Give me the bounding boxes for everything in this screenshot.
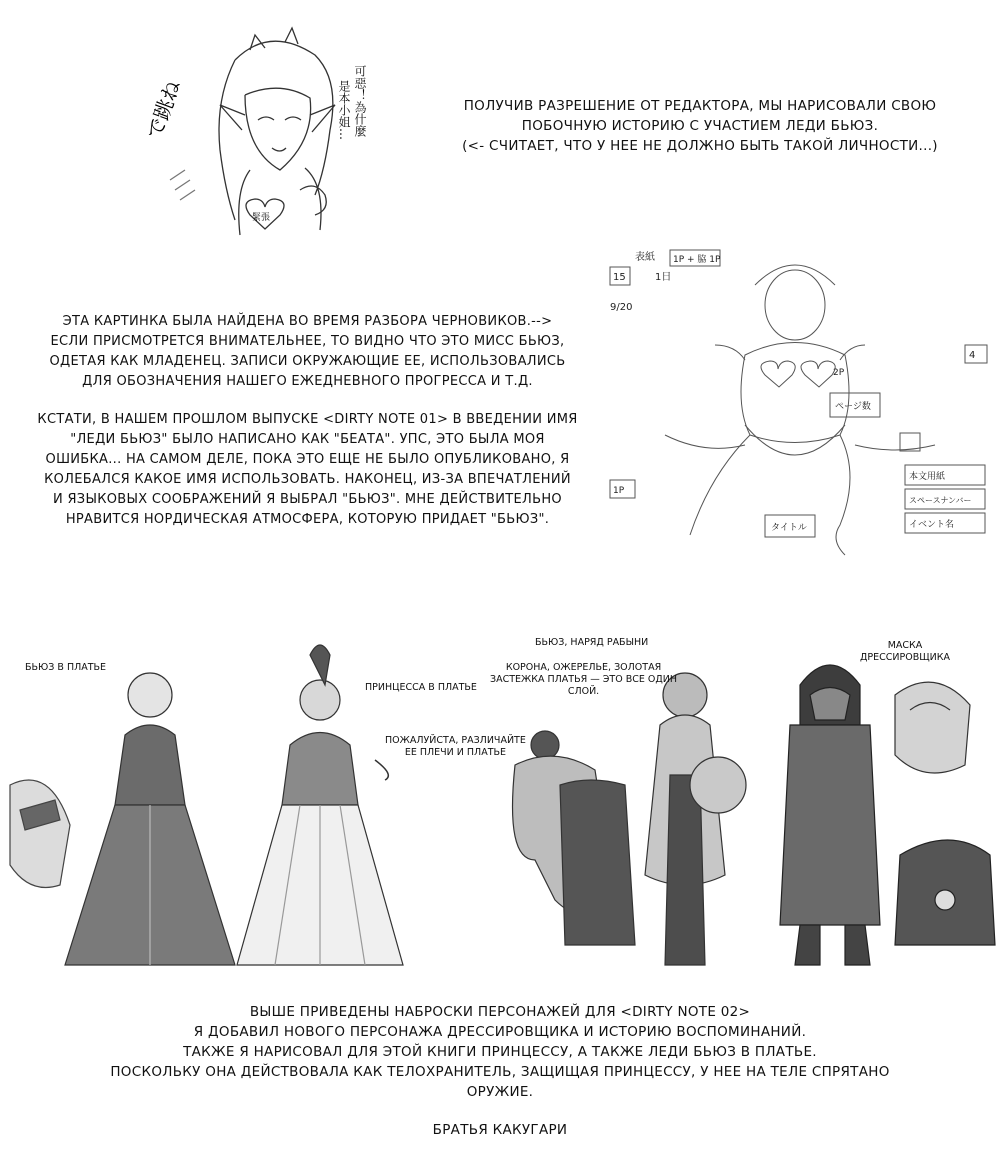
draft-line: ДЛЯ ОБОЗНАЧЕНИЯ НАШЕГО ЕЖЕДНЕВНОГО ПРОГРЕССА И Т.Д. (82, 374, 533, 389)
draft-line: "ЛЕДИ БЬЮЗ" БЫЛО НАПИСАНО КАК "БЕАТА". УПС, ЭТО БЫЛА МОЯ (70, 432, 545, 447)
draft-note: 9/20 (610, 302, 633, 313)
beuz-dress-figure (65, 673, 235, 965)
draft-note: 表紙 (635, 252, 655, 263)
label-beuz-slave: БЬЮЗ, НАРЯД РАБЫНИ (535, 637, 649, 648)
intro-line: ПОЛУЧИВ РАЗРЕШЕНИЕ ОТ РЕДАКТОРА, МЫ НАРИСОВАЛИ СВОЮ (463, 98, 937, 114)
note-line: КОРОНА, ОЖЕРЕЛЬЕ, ЗОЛОТАЯ (505, 662, 662, 673)
draft-line: ОШИБКА... НА САМОМ ДЕЛЕ, ПОКА ЭТО ЕЩЕ НЕ БЫЛО ОПУБЛИКОВАНО, Я (45, 452, 570, 467)
draft-note: イベント名 (909, 520, 955, 530)
intro-text (410, 96, 990, 156)
draft-note: ページ数 (835, 402, 871, 412)
label-trainer-mask (860, 640, 950, 664)
side-scribble: で跳ね (142, 77, 186, 142)
draft-note: 1日 (655, 272, 672, 283)
draft-line: И ЯЗЫКОВЫХ СООБРАЖЕНИЙ Я ВЫБРАЛ "БЬЮЗ". МНЕ ДЕЙСТВИТЕЛЬНО (53, 492, 562, 507)
arrow-icon (375, 760, 388, 780)
draft-note: 1P + 脇 1P (673, 255, 721, 265)
back-view-figure (513, 731, 636, 945)
chibi-sketch-drawing (140, 20, 400, 250)
label-crown-note (490, 662, 677, 698)
outro-line: ВЫШЕ ПРИВЕДЕНЫ НАБРОСКИ ПЕРСОНАЖЕЙ ДЛЯ <DIRTY NOTE 02> (249, 1004, 751, 1020)
outro-line: ТАКЖЕ Я НАРИСОВАЛ ДЛЯ ЭТОЙ КНИГИ ПРИНЦЕССУ, А ТАКЖЕ ЛЕДИ БЬЮЗ В ПЛАТЬЕ. (183, 1044, 817, 1060)
holster-sketch (10, 780, 70, 888)
draft-note: スペースナンバー (909, 496, 972, 505)
intro-line: ПОБОЧНУЮ ИСТОРИЮ С УЧАСТИЕМ ЛЕДИ БЬЮЗ. (521, 118, 879, 134)
draft-sketch-drawing (605, 245, 990, 570)
draft-sketch (605, 245, 990, 570)
signature: БРАТЬЯ КАКУГАРИ (432, 1122, 568, 1138)
label-beuz-dress: БЬЮЗ В ПЛАТЬЕ (25, 662, 107, 673)
draft-line: ЭТА КАРТИНКА БЫЛА НАЙДЕНА ВО ВРЕМЯ РАЗБОРА ЧЕРНОВИКОВ.--> (62, 314, 553, 329)
note-line: ПОЖАЛУЙСТА, РАЗЛИЧАЙТЕ (385, 735, 526, 746)
mask-sketch (895, 682, 970, 773)
collar-sketch (895, 840, 995, 945)
vertical-text-2: 是本小姐… (337, 80, 351, 140)
chibi-sketch (140, 20, 400, 250)
note-line: ДРЕССИРОВЩИКА (860, 652, 950, 663)
outro-text (0, 1002, 1000, 1140)
note-line: ЗАСТЕЖКА ПЛАТЬЯ — ЭТО ВСЕ ОДИН (490, 674, 678, 685)
outro-line: Я ДОБАВИЛ НОВОГО ПЕРСОНАЖА ДРЕССИРОВЩИКА И ИСТОРИЮ ВОСПОМИНАНИЙ. (193, 1024, 807, 1040)
outro-line: ПОСКОЛЬКУ ОНА ДЕЙСТВОВАЛА КАК ТЕЛОХРАНИТЕЛЬ, ЗАЩИЩАЯ ПРИНЦЕССУ, У НЕЕ НА ТЕЛЕ СПРЯТАНО (110, 1064, 890, 1080)
draft-note: 本文用紙 (909, 472, 946, 482)
beuz-slave-figure (645, 673, 746, 965)
draft-note: 4 (969, 350, 976, 361)
draft-note-text (0, 312, 615, 530)
note-line: ЕЕ ПЛЕЧИ И ПЛАТЬЕ (404, 747, 507, 758)
trainer-figure (780, 665, 880, 965)
heart-text: 緊張 (252, 213, 271, 223)
label-please-note (385, 735, 526, 759)
draft-note: タイトル (771, 523, 807, 533)
draft-line: ЕСЛИ ПРИСМОТРЕТСЯ ВНИМАТЕЛЬНЕЕ, ТО ВИДНО ЧТО ЭТО МИСС БЬЮЗ, (50, 334, 565, 349)
outro-line: ОРУЖИЕ. (466, 1084, 534, 1100)
intro-line: (<- СЧИТАЕТ, ЧТО У НЕЕ НЕ ДОЛЖНО БЫТЬ ТАКОЙ ЛИЧНОСТИ...) (462, 138, 938, 154)
note-line: МАСКА (887, 640, 923, 651)
draft-note: 15 (613, 272, 626, 283)
draft-note: 1P (613, 486, 625, 496)
draft-note: 2P (833, 368, 845, 378)
draft-line: КОЛЕБАЛСЯ КАКОЕ ИМЯ ИСПОЛЬЗОВАТЬ. НАКОНЕЦ, ИЗ-ЗА ВПЕЧАТЛЕНИЙ (44, 472, 571, 487)
draft-line: НРАВИТСЯ НОРДИЧЕСКАЯ АТМОСФЕРА, КОТОРУЮ ПРИДАЕТ "БЬЮЗ". (65, 512, 550, 527)
label-princess-dress: ПРИНЦЕССА В ПЛАТЬЕ (365, 682, 477, 693)
draft-line: КСТАТИ, В НАШЕМ ПРОШЛОМ ВЫПУСКЕ <DIRTY NOTE 01> В ВВЕДЕНИИ ИМЯ (37, 412, 578, 427)
draft-line: ОДЕТАЯ КАК МЛАДЕНЕЦ. ЗАПИСИ ОКРУЖАЮЩИЕ ЕЕ, ИСПОЛЬЗОВАЛИСЬ (49, 354, 566, 369)
note-line: СЛОЙ. (567, 686, 600, 697)
vertical-text-1: 可惡！為什麼 (353, 65, 367, 137)
